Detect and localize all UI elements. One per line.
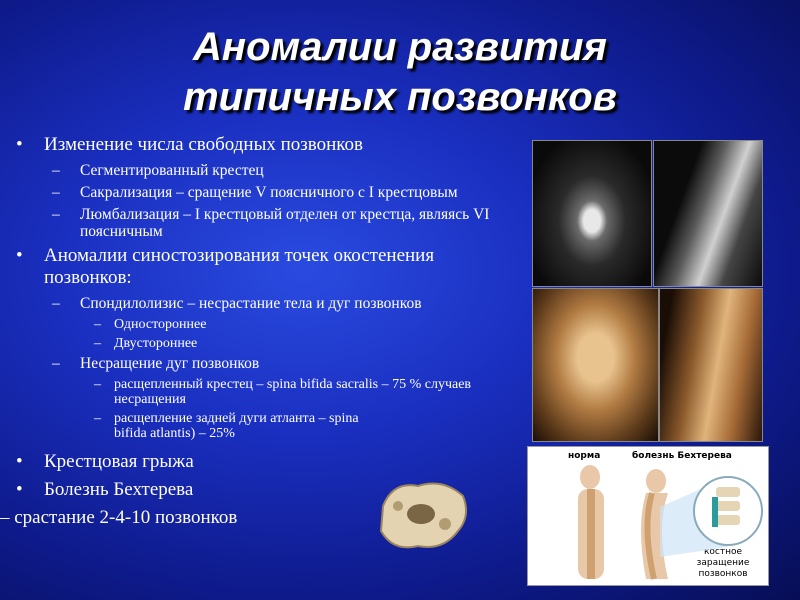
subbullet-lumbarization: – Люмбализация – I крестцовый отделен от крестца, являясь VI поясничным (16, 206, 526, 240)
diagram-label-disease: болезнь Бехтерева (632, 451, 732, 461)
subbullet-sacralization: – Сакрализация – сращение V поясничного с I крестцовым (16, 184, 526, 201)
subbullet-spondylolysis: – Спондилолизис – несрастание тела и дуг позвонков (16, 295, 526, 312)
subbullet-segmented-sacrum: – Сегментированный крестец (16, 162, 526, 179)
slide-title (0, 22, 800, 122)
bullet-list (0, 134, 526, 529)
xray-myelogram-lateral-image (653, 140, 763, 287)
spine-diagram-figures (528, 447, 768, 585)
subbullet-arch-nonunion: – Несращение дуг позвонков (16, 355, 526, 372)
bullet-synostosis-anomalies: • Аномалии синостозирования точек окостенения позвонков: (16, 245, 526, 289)
subsubbullet-spina-bifida-sacralis: – расщепленный крестец – spina bifida sacralis – 75 % случаев несращения (16, 377, 526, 407)
vertebra-bone-image (373, 476, 473, 554)
bullet-vertebra-count: • Изменение числа свободных позвонков (16, 134, 526, 156)
spine-diagram-illustration (527, 446, 769, 586)
title-line-1: Аномалии развития (193, 25, 607, 69)
diagram-label-fusion: костное заращение позвонков (696, 547, 750, 579)
bullet-bechterew-disease: • Болезнь Бехтерева (16, 479, 526, 501)
subsubbullet-bilateral: – Двустороннее (16, 336, 526, 351)
bullet-sacral-hernia: • Крестцовая грыжа (16, 451, 526, 473)
ct-spine-lateral-image (659, 288, 763, 442)
diagram-label-norm: норма (568, 451, 601, 461)
footer-text: – срастание 2-4-10 позвонков (0, 507, 238, 528)
ct-spine-posterior-image (532, 288, 659, 442)
subsubbullet-spina-bifida-atlantis: – расщепление задней дуги атланта – spina bifida atlantis) – 25% (16, 411, 526, 441)
xray-myelogram-frontal-image (532, 140, 652, 287)
subsubbullet-unilateral: – Одностороннее (16, 317, 526, 332)
title-line-2: типичных позвонков (183, 75, 617, 119)
